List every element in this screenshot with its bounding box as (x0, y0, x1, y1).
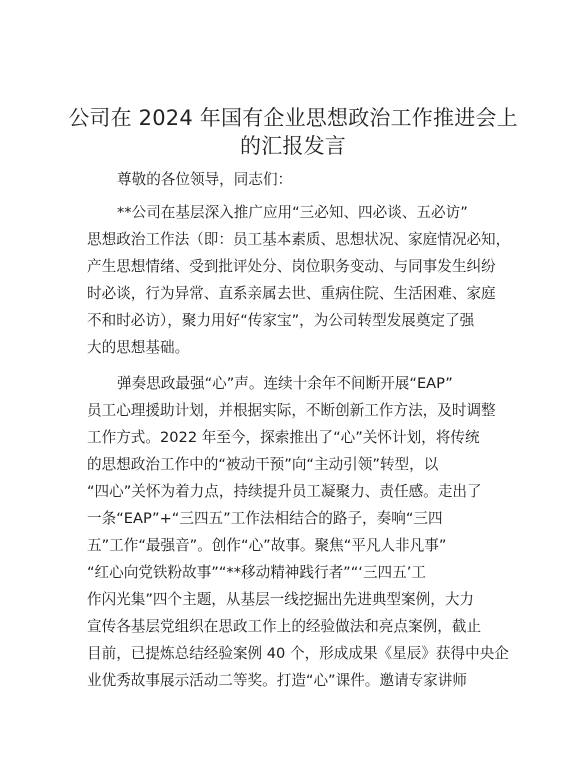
paragraph-2-line: “四心”关怀为着力点，持续提升员工凝聚力、责任感。走出了 (87, 483, 482, 500)
paragraph-2-line: 一条“EAP”+“三四五”工作法相结合的路子，奏响“三四 (87, 510, 443, 527)
paragraph-1-line: 时必谈，行为异常、直系亲属去世、重病住院、生活困难、家庭 (87, 285, 496, 302)
paragraph-2-line: “红心向党铁粉故事”“**移动精神践行者”“‘三四五’工 (87, 564, 426, 581)
paragraph-1-line: 不和时必访），聚力用好“传家宝”，为公司转型发展奠定了强 (87, 312, 475, 329)
document-title-line-2: 的汇报发言 (240, 134, 346, 158)
paragraph-2-line: 的思想政治工作中的“被动干预”向“主动引领”转型，以 (87, 456, 439, 473)
paragraph-2-line: 业优秀故事展示活动二等奖。打造“心”课件。邀请专家讲师 (87, 672, 467, 689)
document-title-line-1: 公司在 2024 年国有企业思想政治工作推进会上 (68, 106, 518, 130)
paragraph-2-line: 五”工作“最强音”。创作“心”故事。聚焦“平凡人非凡事” (87, 537, 447, 554)
paragraph-1-line: **公司在基层深入推广应用“三必知、四必谈、五必访” (117, 204, 468, 221)
paragraph-2-line: 目前，已提炼总结经验案例 40 个，形成成果《星辰》获得中央企 (87, 645, 509, 662)
paragraph-2-line: 员工心理援助计划，并根据实际，不断创新工作方法，及时调整 (87, 402, 496, 419)
salutation: 尊敬的各位领导，同志们： (117, 171, 293, 188)
paragraph-2-line: 弹奏思政最强“心”声。连续十余年不间断开展“EAP” (117, 375, 453, 392)
paragraph-1-line: 思想政治工作法（即：员工基本素质、思想状况、家庭情况必知， (87, 231, 511, 248)
paragraph-2-line: 工作方式。2022 年至今，探索推出了“心”关怀计划，将传统 (87, 429, 480, 446)
paragraph-2-line: 宣传各基层党组织在思政工作上的经验做法和亮点案例，截止 (87, 618, 482, 635)
paragraph-1-line: 产生思想情绪、受到批评处分、岗位职务变动、与同事发生纠纷 (87, 258, 496, 275)
paragraph-2-line: 作闪光集”四个主题，从基层一线挖掘出先进典型案例，大力 (87, 591, 475, 608)
paragraph-1-line: 大的思想基础。 (87, 339, 190, 356)
